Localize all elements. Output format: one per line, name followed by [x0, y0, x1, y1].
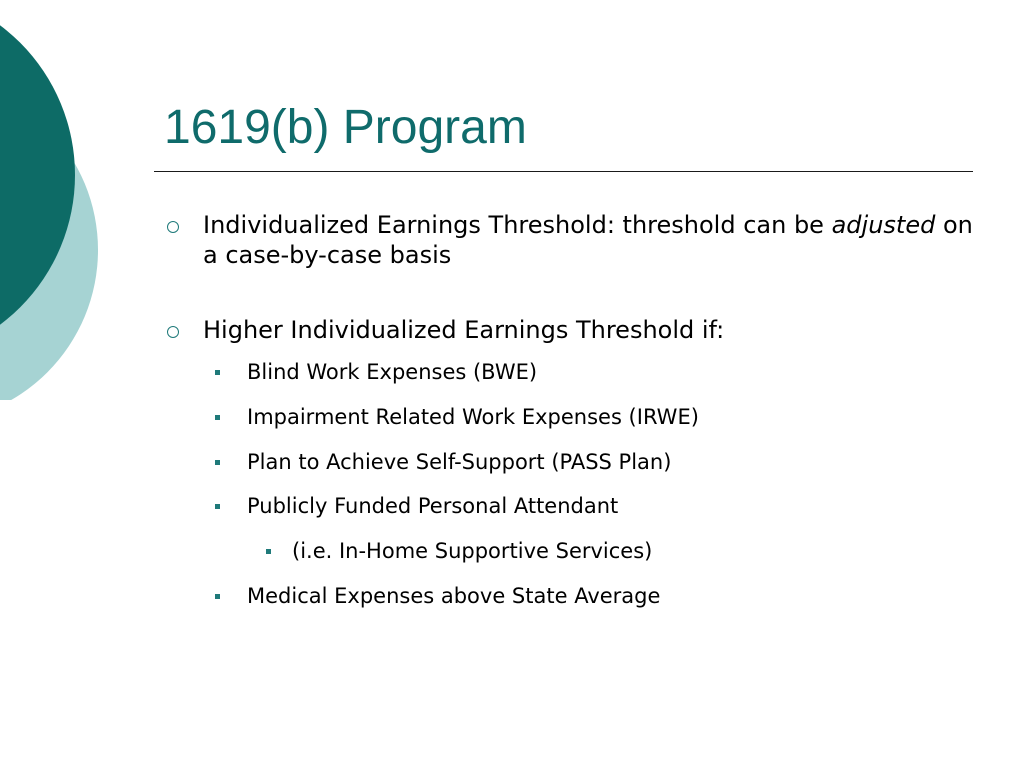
- square-bullet-icon: [215, 504, 220, 509]
- square-bullet-icon: [215, 594, 220, 599]
- bullet-text-continued: on a case-by-case basis: [203, 211, 973, 269]
- sub-item-personal-attendant: Publicly Funded Personal Attendant: [247, 494, 619, 518]
- bullet-text-emphasis: adjusted: [831, 211, 936, 239]
- square-bullet-icon: [215, 415, 220, 420]
- sub-item-bwe: Blind Work Expenses (BWE): [247, 360, 538, 384]
- sub-sub-item-ihss: (i.e. In-Home Supportive Services): [292, 539, 653, 563]
- bullet-text: Individualized Earnings Threshold: threshold can be: [203, 211, 832, 239]
- square-bullet-icon: [215, 460, 220, 465]
- decorative-circles: [0, 0, 110, 400]
- hollow-circle-bullet-icon: [167, 221, 179, 233]
- slide-title: 1619(b) Program: [164, 101, 527, 154]
- bullet-individualized-threshold: [203, 210, 983, 270]
- sub-item-pass-plan: Plan to Achieve Self-Support (PASS Plan): [247, 450, 672, 474]
- sub-item-medical-expenses: Medical Expenses above State Average: [247, 584, 661, 608]
- title-divider: [154, 171, 973, 172]
- square-bullet-icon: [266, 549, 271, 554]
- square-bullet-icon: [215, 370, 220, 375]
- bullet-higher-threshold: Higher Individualized Earnings Threshold if:: [203, 316, 725, 344]
- hollow-circle-bullet-icon: [167, 326, 179, 338]
- sub-item-irwe: Impairment Related Work Expenses (IRWE): [247, 405, 699, 429]
